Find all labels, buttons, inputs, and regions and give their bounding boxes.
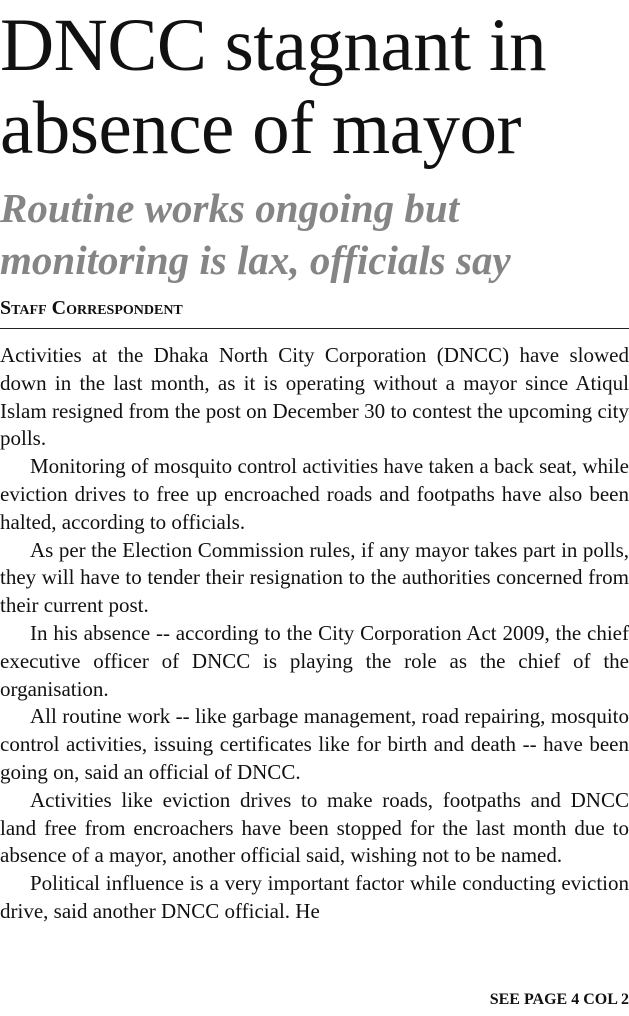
- subheadline: Routine works ongoing but monitoring is lax, officials say: [0, 185, 511, 283]
- article-paragraph: Activities at the Dhaka North City Corporation (DNCC) have slowed down in the last month, as it is operating without a mayor since Atiqul Islam resigned from the post on December 30 to contest the upcoming city polls.: [0, 343, 629, 451]
- headline: DNCC stagnant in absence of mayor: [0, 4, 547, 170]
- article-paragraph: Political influence is a very important factor while conducting eviction drive, said another DNCC official. He: [0, 871, 629, 923]
- byline-divider: [0, 328, 629, 329]
- article-paragraph: In his absence -- according to the City Corporation Act 2009, the chief executive officer of DNCC is playing the role as the chief of the organisation.: [0, 620, 629, 701]
- article-body: [0, 342, 629, 987]
- article-paragraph: As per the Election Commission rules, if any mayor takes part in polls, they will have to tender their resignation to the authorities concerned from their current post.: [0, 537, 629, 618]
- article-paragraph: Monitoring of mosquito control activities have taken a back seat, while eviction drives to free up encroached roads and footpaths have also been halted, according to officials.: [0, 454, 629, 534]
- article-paragraph: Activities like eviction drives to make roads, footpaths and DNCC land free from encroachers have been stopped for the last month due to absence of a mayor, another official said, wishing not to be named.: [0, 787, 629, 868]
- byline: Staff Correspondent: [0, 297, 183, 319]
- continuation-jump-line: SEE PAGE 4 COL 2: [489, 991, 629, 1008]
- article-paragraph: All routine work -- like garbage management, road repairing, mosquito control activities, issuing certificates like for birth and death -- have been going on, said an official of DNCC.: [0, 704, 629, 784]
